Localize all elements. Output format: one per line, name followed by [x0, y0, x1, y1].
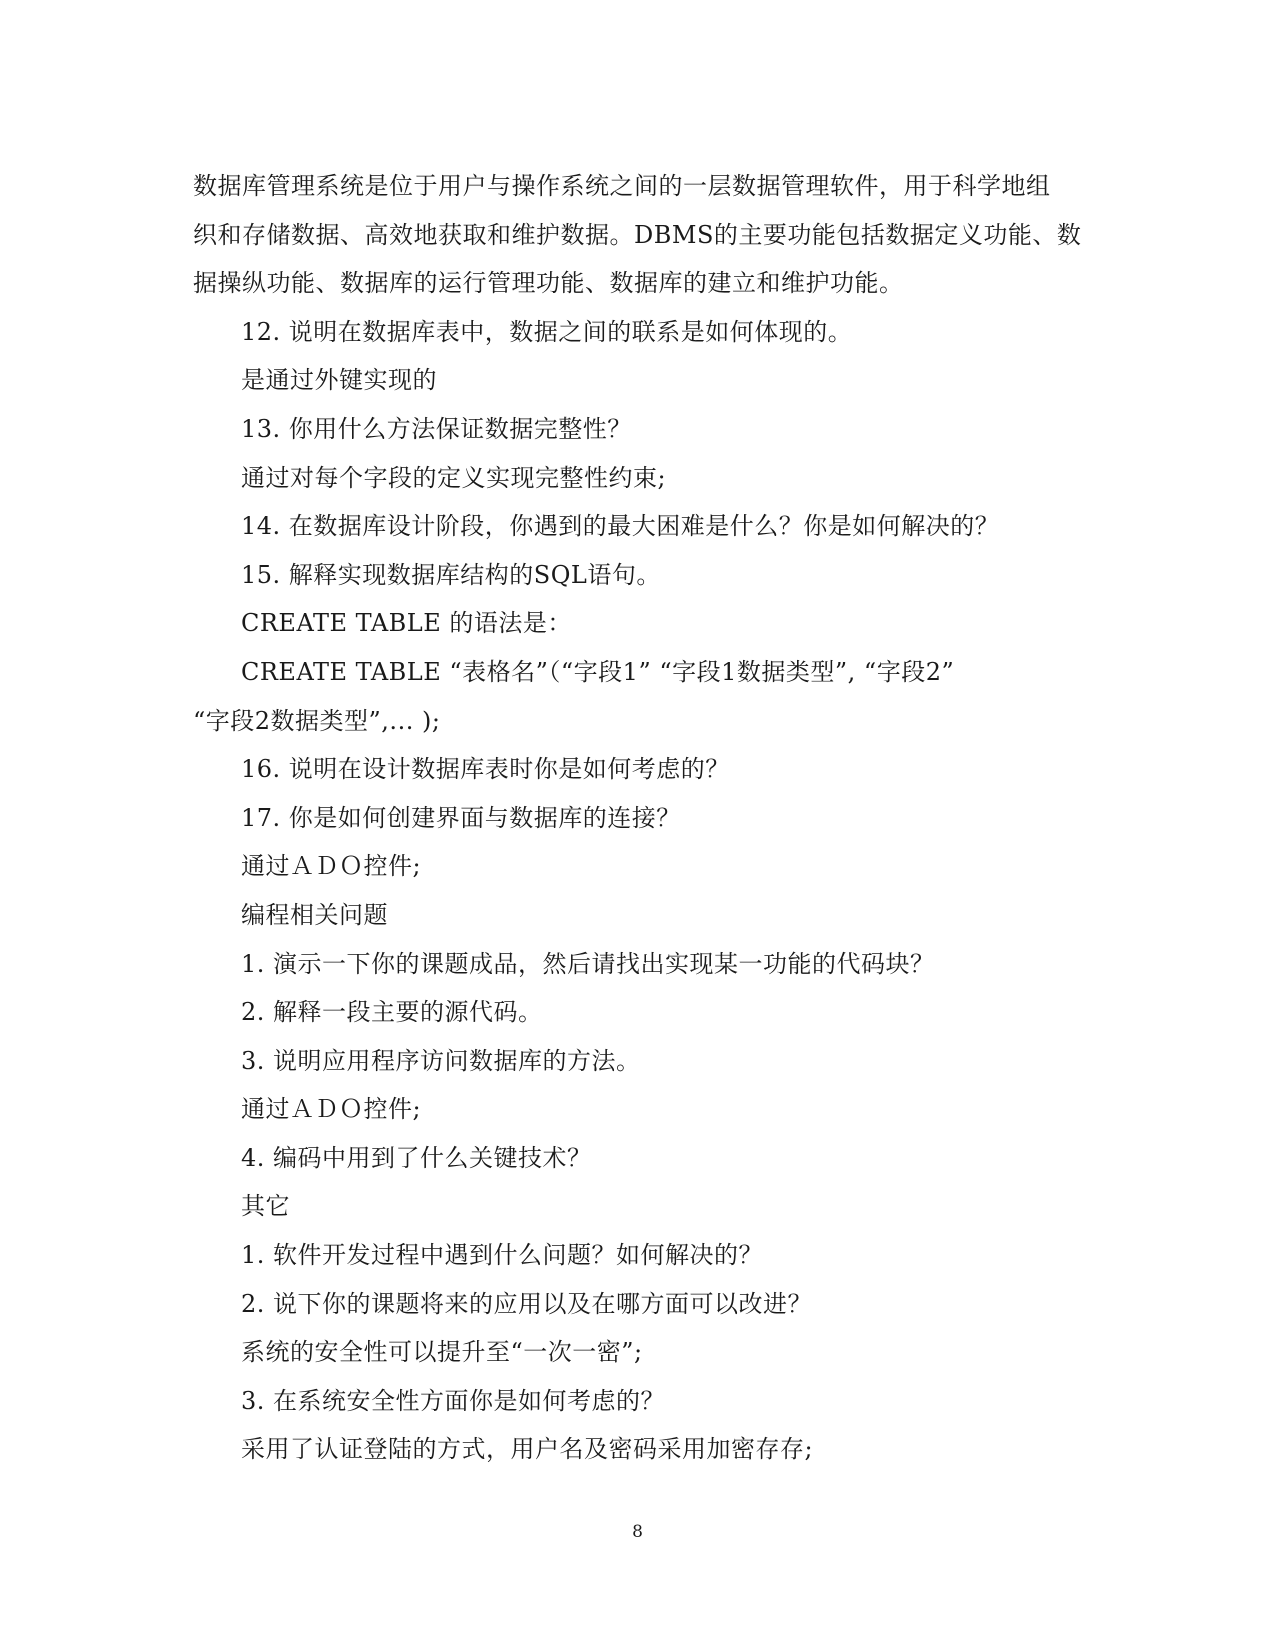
text-line: 13. 你用什么方法保证数据完整性？: [241, 414, 632, 443]
text-line: CREATE TABLE “表格名”（“字段1” “字段1数据类型”, “字段2”: [241, 657, 955, 686]
text-line: 编程相关问题: [241, 900, 388, 929]
text-line: 12. 说明在数据库表中，数据之间的联系是如何体现的。: [241, 317, 853, 346]
page-number: 8: [632, 1522, 643, 1542]
text-line: 16. 说明在设计数据库表时你是如何考虑的？: [241, 755, 730, 784]
text-line: 是通过外键实现的: [241, 366, 437, 395]
text-line: 2. 解释一段主要的源代码。: [241, 998, 543, 1027]
text-line: 织和存储数据、高效地获取和维护数据。DBMS的主要功能包括数据定义功能、数: [193, 220, 1082, 249]
text-line: 15. 解释实现数据库结构的SQL语句。: [241, 560, 661, 589]
text-line: 17. 你是如何创建界面与数据库的连接？: [241, 803, 681, 832]
text-line: 其它: [241, 1192, 290, 1221]
text-line: 4. 编码中用到了什么关键技术？: [241, 1143, 592, 1172]
text-line: 14. 在数据库设计阶段，你遇到的最大困难是什么？你是如何解决的？: [241, 512, 1000, 541]
text-line: 通过ＡＤＯ控件;: [241, 1095, 422, 1124]
text-line: 1. 演示一下你的课题成品，然后请找出实现某一功能的代码块？: [241, 949, 935, 978]
text-line: 数据库管理系统是位于用户与操作系统之间的一层数据管理软件，用于科学地组: [193, 172, 1051, 200]
text-line: 采用了认证登陆的方式，用户名及密码采用加密存存;: [241, 1435, 814, 1464]
text-line: 据操纵功能、数据库的运行管理功能、数据库的建立和维护功能。: [193, 269, 904, 298]
text-line: CREATE TABLE 的语法是：: [241, 609, 572, 638]
text-line: “字段2数据类型”,... );: [193, 706, 441, 735]
document-body: [193, 162, 1082, 1474]
text-line: 通过ＡＤＯ控件;: [241, 852, 422, 881]
text-line: 3. 说明应用程序访问数据库的方法。: [241, 1046, 641, 1075]
text-line: 3. 在系统安全性方面你是如何考虑的？: [241, 1386, 666, 1415]
text-line: 通过对每个字段的定义实现完整性约束;: [241, 463, 667, 492]
text-line: 2. 说下你的课题将来的应用以及在哪方面可以改进？: [241, 1289, 813, 1318]
text-line: 系统的安全性可以提升至“一次一密”;: [241, 1338, 643, 1367]
text-line: 1. 软件开发过程中遇到什么问题？如何解决的？: [241, 1241, 764, 1270]
